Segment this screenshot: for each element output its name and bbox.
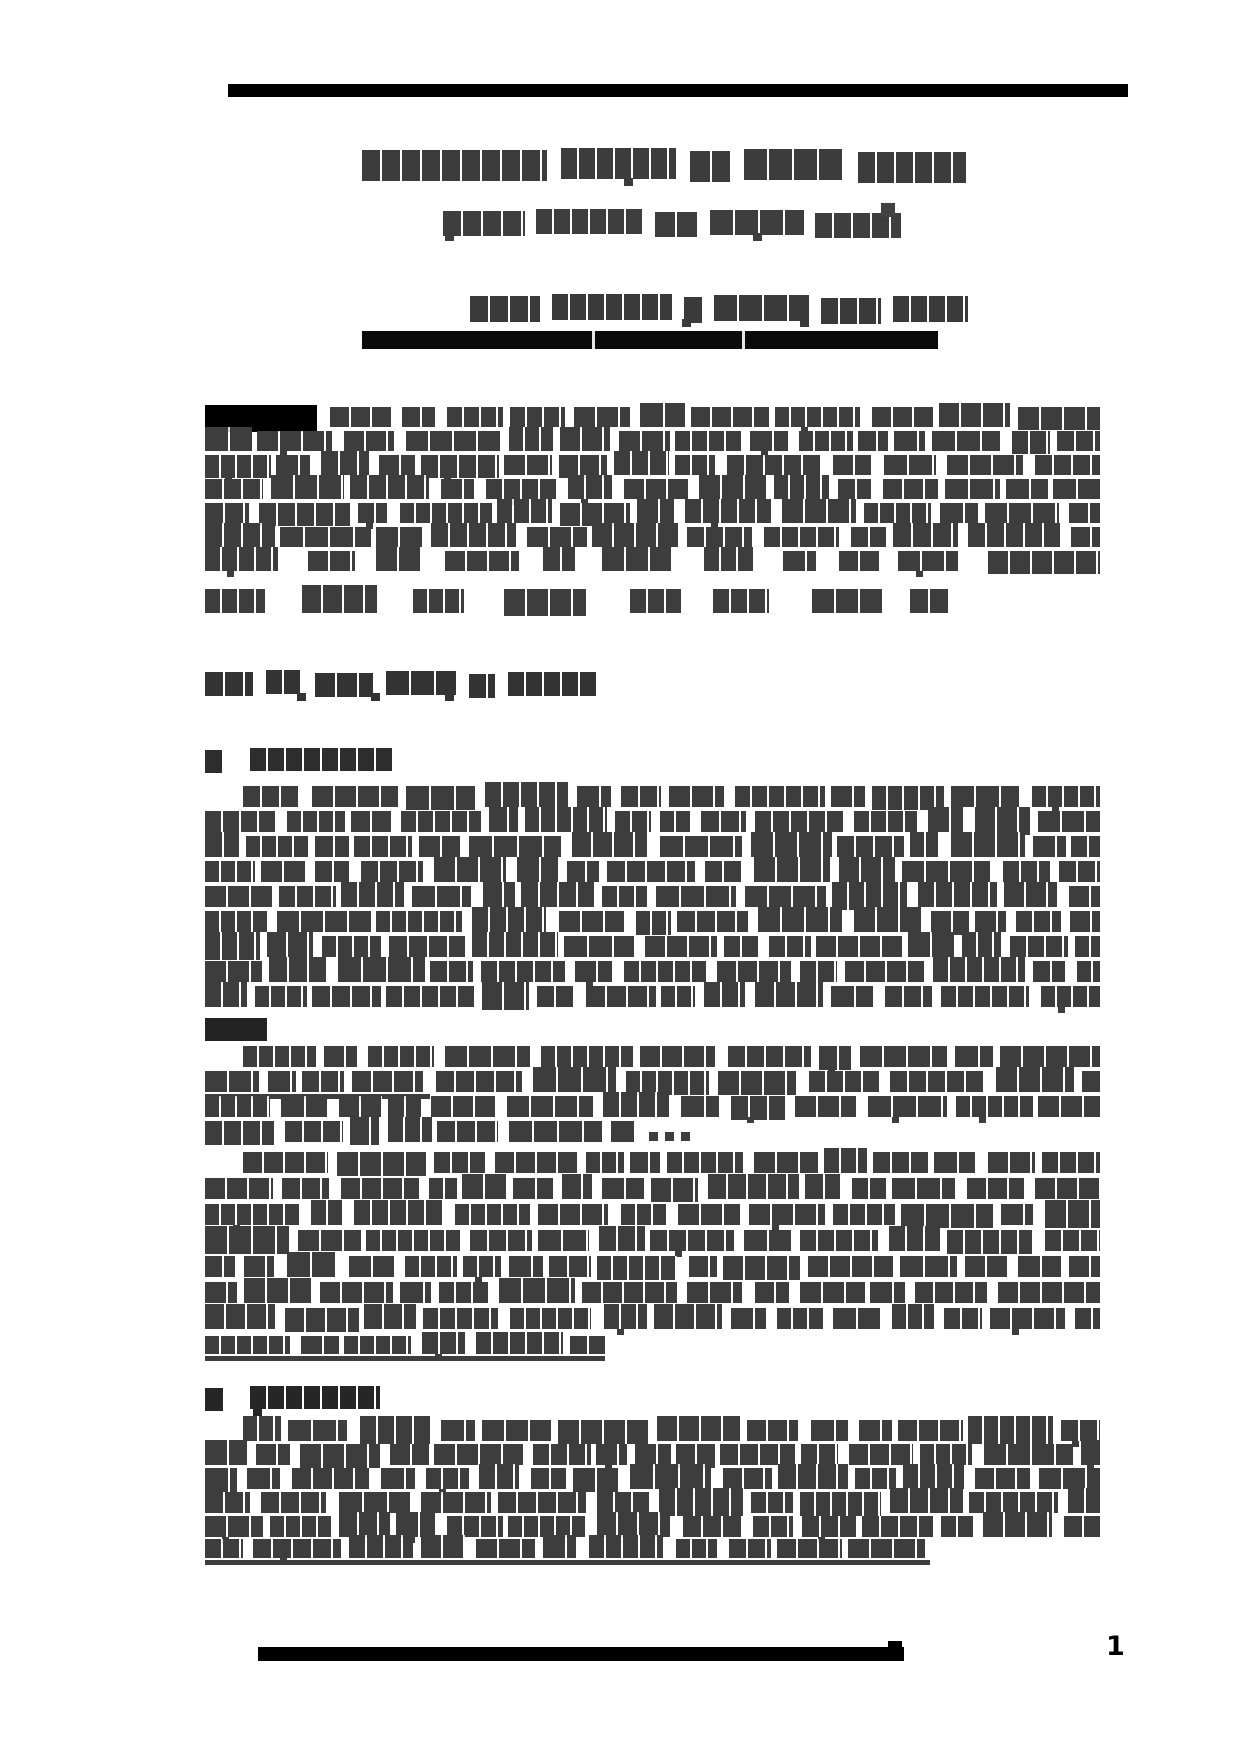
- p4-underlined-line: [205, 1539, 930, 1558]
- p3-line-3: [205, 1204, 1100, 1225]
- p2-line-4: [205, 1121, 635, 1142]
- p2-line-3: [205, 1096, 1100, 1117]
- author-footnote-mark: [881, 203, 895, 217]
- p3-line-6: [205, 1282, 1100, 1303]
- p1-line-6: [205, 911, 1100, 932]
- p4-line-1: [243, 1420, 1100, 1441]
- p1-line-3: [205, 836, 1100, 857]
- p2-line-2: [205, 1071, 1100, 1092]
- p1-line-8: [205, 961, 1100, 982]
- p1-line-5: [205, 886, 1100, 907]
- abstract-line-6: [205, 527, 1100, 547]
- abstract-line-4: [205, 479, 1100, 499]
- p3-line-1: [243, 1152, 1100, 1173]
- abstract-line-1: [330, 407, 1100, 427]
- p1-citation-tail: [205, 1018, 267, 1041]
- affiliation-line: [470, 296, 968, 322]
- p1-line-7: [205, 936, 1100, 957]
- paper-title: [362, 150, 966, 181]
- p4-line-4: [205, 1492, 1100, 1513]
- author-line: [443, 211, 901, 236]
- p1-line-4: [205, 861, 1100, 882]
- p2-line-1: [243, 1046, 1100, 1067]
- section-2-heading: [205, 1388, 380, 1411]
- p3-line-4: [205, 1230, 1100, 1251]
- page-number: 1: [1106, 1631, 1125, 1662]
- p3-line-2: [205, 1178, 1100, 1199]
- bottom-rule: [258, 1647, 904, 1661]
- p4-line-5: [205, 1516, 1100, 1537]
- p1-line-9: [205, 986, 1100, 1007]
- p3-line-5: [205, 1256, 1100, 1277]
- p1-line-2: [205, 811, 1100, 832]
- abstract-line-7: [205, 551, 1100, 571]
- abstract-line-2: [205, 431, 1100, 451]
- abstract-line-5: [205, 503, 1100, 523]
- p4-line-3: [205, 1468, 1100, 1489]
- p3-underlined-line: [205, 1336, 605, 1354]
- abstract-line-3: [205, 455, 1100, 475]
- p4-line-2: [205, 1444, 1100, 1465]
- section-1-heading: [205, 750, 392, 773]
- p3-line-7: [205, 1308, 1100, 1329]
- p1-line-1: [243, 786, 1100, 807]
- address-rule: [362, 331, 938, 349]
- abstract-line-8: [205, 589, 950, 613]
- top-rule: [228, 84, 1128, 97]
- keywords-line: [205, 672, 596, 696]
